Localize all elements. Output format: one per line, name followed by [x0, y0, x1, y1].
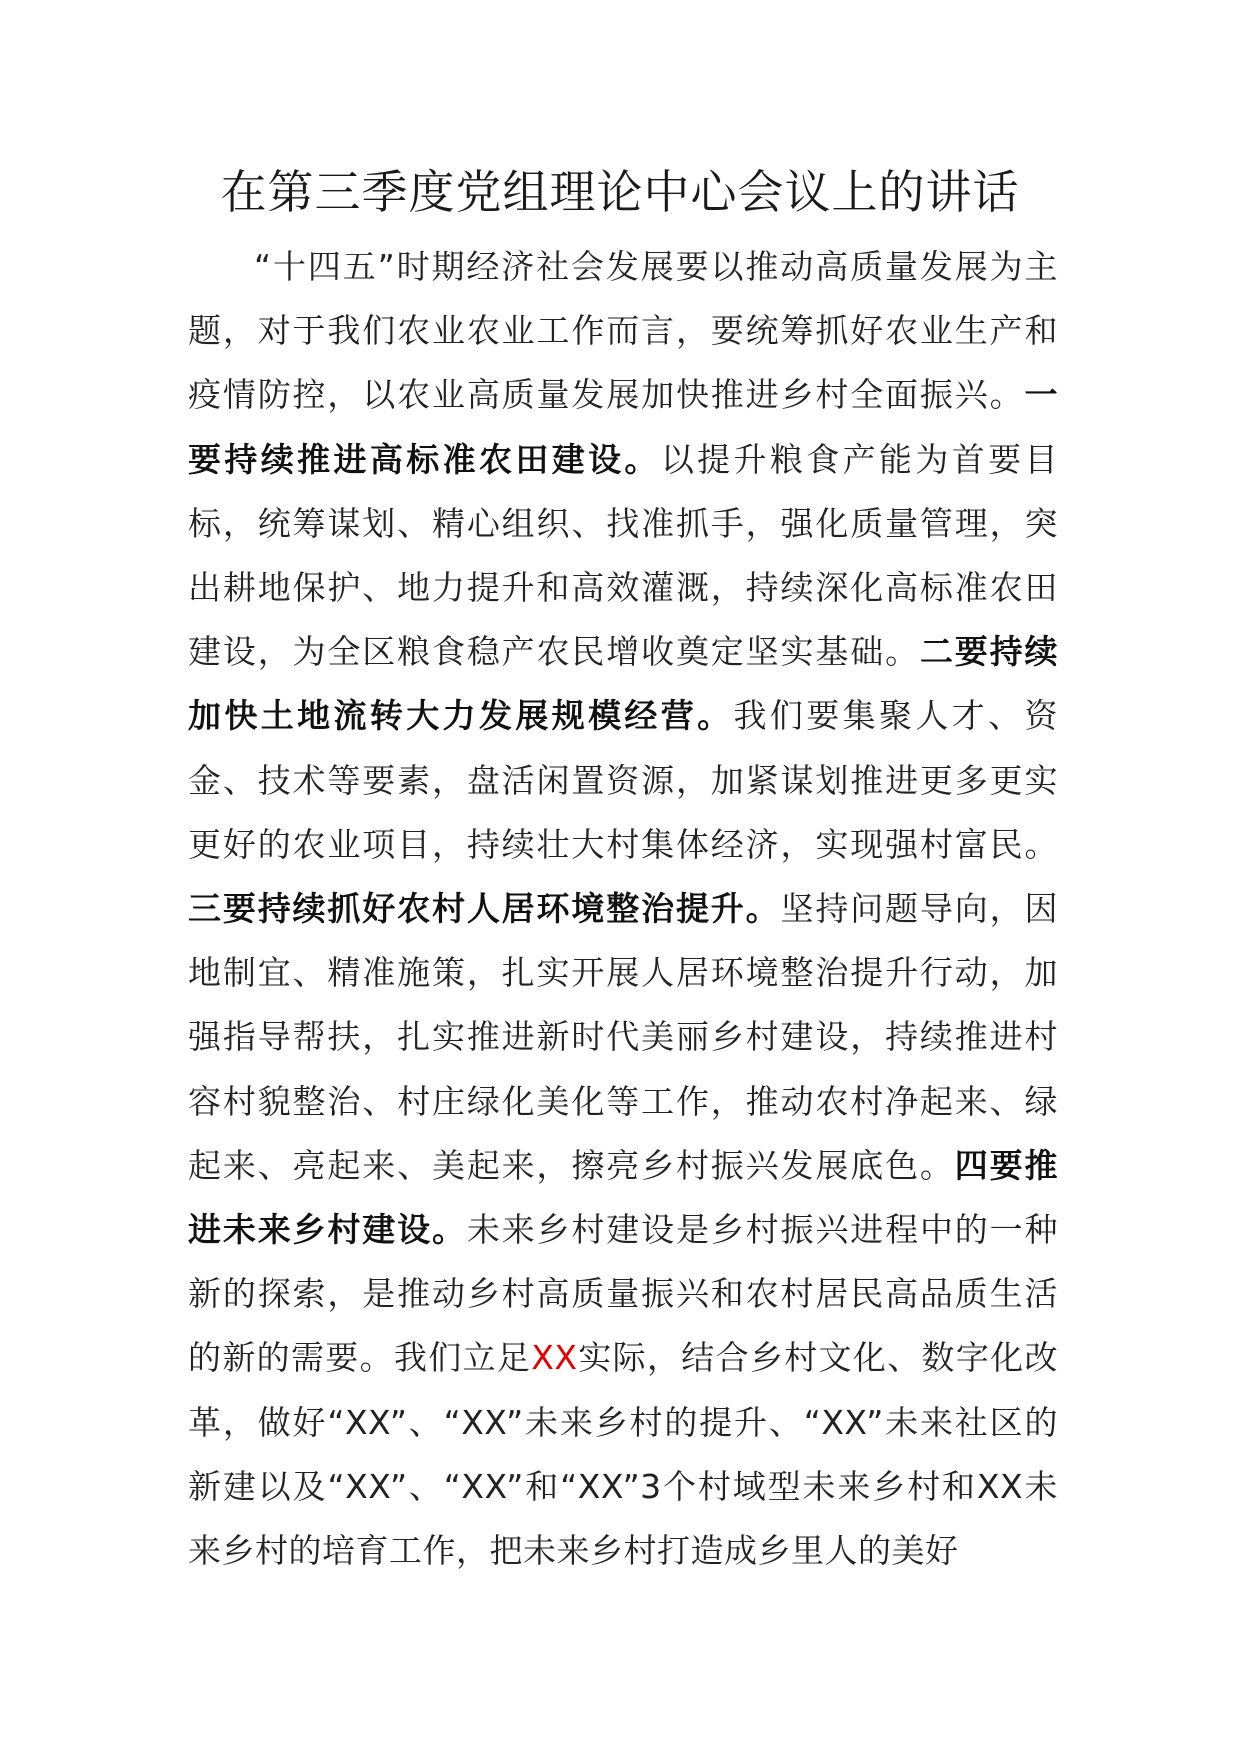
point-four-heading: 四要推进未来乡村建设。 — [188, 1145, 1059, 1250]
paragraph-text: 以提升粮食产能为首要目标，统筹谋划、精心组织、找准抓手，强化质量管理，突出耕地保护、地力提升和高效灌溉，持续深化高标准农田建设，为全区粮食稳产农民增收奠定坚实基础。 — [188, 439, 1059, 672]
point-two-heading: 二要持续加快土地流转大力发展规模经营。 — [188, 632, 1059, 736]
paragraph-text: 坚持问题导向，因地制宜、精准施策，扎实开展人居环境整治提升行动，加强指导帮扶，扎实推进新时代美丽乡村建设，持续推进村容村貌整治、村庄绿化美化等工作，推动农村净起来、绿起来、亮起来、美起来，擦亮乡村振兴发展底色。 — [188, 889, 1059, 1185]
point-one-heading: 一要持续推进高标准农田建设。 — [188, 375, 1058, 479]
paragraph-text: 我们要集聚人才、资金、技术等要素，盘活闲置资源，加紧谋划推进更多更实更好的农业项目，持续壮大村集体经济，实现强村富民。 — [188, 696, 1059, 864]
paragraph-text: “十四五”时期经济社会发展要以推动高质量发展为主题，对于我们农业农业工作而言，要统筹抓好农业生产和疫情防控，以农业高质量发展加快推进乡村全面振兴。 — [188, 247, 1058, 415]
paragraph-text: 实际，结合乡村文化、数字化改革，做好“XX”、“XX”未来乡村的提升、“XX”未来社区的新建以及“XX”、“XX”和“XX”3个村域型未来乡村和XX未来乡村的培育工作，把未来乡村打造成乡里人的美好 — [188, 1338, 1059, 1571]
body-paragraph — [188, 235, 1058, 1583]
point-three-heading: 三要持续抓好农村人居环境整治提升。 — [188, 889, 781, 929]
placeholder-highlight: XX — [531, 1338, 578, 1378]
document-title: 在第三季度党组理论中心会议上的讲话 — [220, 165, 1020, 219]
paragraph-text: 未来乡村建设是乡村振兴进程中的一种新的探索，是推动乡村高质量振兴和农村居民高品质生活的新的需要。我们立足 — [188, 1210, 1059, 1378]
